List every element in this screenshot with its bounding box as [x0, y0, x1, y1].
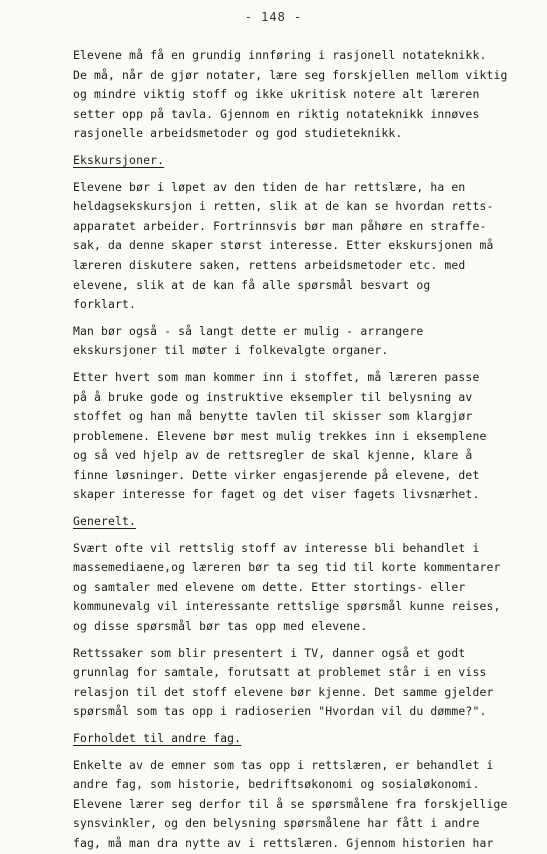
- text-line: og samtaler med elevene om dette. Etter stortings- eller: [73, 579, 466, 594]
- text-line: elevene, slik at de kan få alle spørsmål besvart og: [73, 277, 431, 292]
- text-line: Enkelte av de emner som tas opp i rettslæren, er behandlet i: [73, 757, 494, 772]
- text-line: rasjonelle arbeidsmetoder og god studieteknikk.: [73, 126, 403, 141]
- paragraph-gap: [73, 722, 533, 729]
- paragraph: [73, 539, 533, 637]
- paragraph: [73, 368, 533, 505]
- text-line: massemediaene,og læreren bør ta seg tid til korte kommentarer: [73, 560, 501, 575]
- text-line: og så ved hjelp av de rettsregler de skal kjenne, klare å: [73, 448, 473, 463]
- text-line: Rettssaker som blir presentert i TV, danner også et godt: [73, 645, 466, 660]
- paragraph-gap: [73, 637, 533, 644]
- text-line: læreren diskutere saken, rettens arbeidsmetoder etc. med: [73, 257, 466, 272]
- text-line: andre fag, som historie, bedriftsøkonomi og sosialøkonomi.: [73, 777, 480, 792]
- page-number: - 148 -: [244, 10, 303, 24]
- text-line: og mindre viktig stoff og ikke ukritisk notere alt læreren: [73, 87, 480, 102]
- text-line: og disse spørsmål bør tas opp med elevene.: [73, 619, 368, 634]
- paragraph-gap: [73, 749, 533, 756]
- text-line: finne løsninger. Dette virker engasjerende på elevene, det: [73, 467, 480, 482]
- paragraph: [73, 46, 533, 144]
- paragraph: [73, 322, 533, 361]
- paragraph-gap: [73, 361, 533, 368]
- text-line: apparatet arbeider. Fortrinnsvis bør man påhøre en straffe-: [73, 218, 487, 233]
- text-line: spørsmål som tas opp i radioserien "Hvordan vil du dømme?".: [73, 704, 487, 719]
- section-heading: Ekskursjoner.: [73, 152, 165, 167]
- text-line: Svært ofte vil rettslig stoff av interesse bli behandlet i: [73, 540, 480, 555]
- text-line: skaper interesse for faget og det viser fagets livsnærhet.: [73, 487, 480, 502]
- text-line: De må, når de gjør notater, lære seg forskjellen mellom viktig: [73, 67, 508, 82]
- text-line: ekskursjoner til møter i folkevalgte organer.: [73, 343, 389, 358]
- text-line: grunnlag for samtale, forutsatt at problemet står i en viss: [73, 665, 487, 680]
- paragraph-gap: [73, 505, 533, 512]
- section-heading: Generelt.: [73, 514, 137, 529]
- text-line: Man bør også - så langt dette er mulig - arrangere: [73, 323, 424, 338]
- text-line: stoffet og han må benytte tavlen til skisser som klargjør: [73, 409, 473, 424]
- text-line: kommunevalg vil interessante rettslige spørsmål kunne reises,: [73, 599, 501, 614]
- paragraph-gap: [73, 144, 533, 151]
- text-line: setter opp på tavla. Gjennom en riktig notateknikk innøves: [73, 106, 480, 121]
- text-line: sak, da denne skaper størst interesse. Etter ekskursjonen må: [73, 238, 494, 253]
- section-heading: Forholdet til andre fag.: [73, 731, 242, 745]
- text-line: Etter hvert som man kommer inn i stoffet, må læreren passe: [73, 369, 480, 384]
- text-line: Elevene må få en grundig innføring i rasjonell notateknikk.: [73, 48, 487, 62]
- text-line: heldagsekskursjon i retten, slik at de kan se hvordan retts-: [73, 199, 494, 214]
- paragraph-gap: [73, 532, 533, 539]
- text-line: forklart.: [73, 297, 137, 312]
- text-line: Elevene bør i løpet av den tiden de har rettslære, ha en: [73, 179, 466, 194]
- paragraph-gap: [73, 171, 533, 178]
- text-line: på å bruke gode og instruktive eksempler til belysning av: [73, 389, 473, 404]
- text-line: relasjon til det stoff elevene bør kjenne. Det samme gjelder: [73, 684, 494, 699]
- text-line: fag, må man dra nytte av i rettslæren. Gjennom historien har: [73, 835, 494, 850]
- text-line: Elevene lærer seg derfor til å se spørsmålene fra forskjellige: [73, 796, 508, 811]
- text-line: synsvinkler, og den belysning spørsmålene har fått i andre: [73, 816, 480, 831]
- paragraph: [73, 178, 533, 315]
- paragraph: [73, 756, 533, 854]
- paragraph-gap: [73, 315, 533, 322]
- body-text: [73, 46, 533, 854]
- paragraph: [73, 644, 533, 722]
- text-line: problemene. Elevene bør mest mulig trekkes inn i eksemplene: [73, 428, 487, 443]
